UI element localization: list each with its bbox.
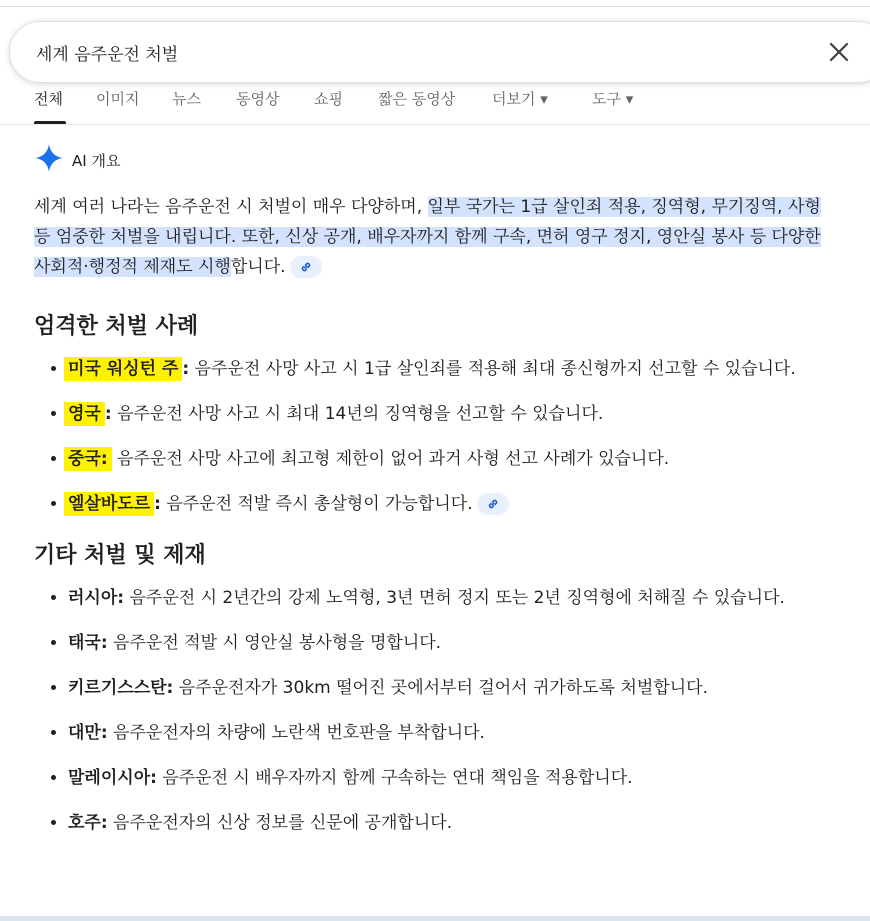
tab-short-videos[interactable]: 짧은 동영상 (378, 90, 456, 108)
sparkle-icon (34, 143, 64, 173)
tab-more[interactable]: 더보기 ▾ (492, 90, 548, 108)
section-title-other: 기타 처벌 및 제재 (34, 543, 206, 568)
list-item (68, 399, 824, 429)
source-link-button[interactable] (477, 493, 509, 515)
search-tabs (0, 82, 870, 124)
source-link-button[interactable] (290, 256, 322, 278)
item-text: 음주운전 시 2년간의 강제 노역형, 3년 면허 정지 또는 2년 징역형에 처해질 수 있습니다. (124, 588, 785, 608)
ai-overview-content (34, 192, 824, 853)
item-text: 음주운전자의 신상 정보를 신문에 공개합니다. (107, 813, 453, 833)
tab-videos[interactable]: 동영상 (236, 90, 280, 108)
intro-text-end: 합니다. (230, 257, 286, 277)
item-text: 음주운전 시 배우자까지 함께 구속하는 연대 책임을 적용합니다. (156, 768, 633, 788)
item-text: 음주운전 사망 사고 시 1급 살인죄를 적용해 최대 종신형까지 선고할 수 있습니다. (189, 359, 796, 379)
item-text: 음주운전 사망 사고 시 최대 14년의 징역형을 선고할 수 있습니다. (111, 404, 604, 424)
intro-text: 세계 여러 나라는 음주운전 시 처벌이 매우 다양하며, (34, 197, 428, 217)
country-colon: : (154, 494, 161, 514)
intro-highlight: 일부 국가는 1급 살인죄 적용, 징역형, 무기징역, 사형 등 엄중한 처벌을 내립니다. 또한, 신상 공개, 배우자까지 함께 구속, 면허 영구 정지, 영안실 봉사 등 다양한 사회적·행정적 제재도 시행 (34, 197, 821, 277)
search-bar[interactable] (9, 21, 870, 83)
top-divider (0, 6, 870, 7)
list-item (68, 444, 824, 474)
section-title-strict: 엄격한 처벌 사례 (34, 314, 199, 339)
item-text: 음주운전자가 30km 떨어진 곳에서부터 걸어서 귀가하도록 처벌합니다. (173, 678, 709, 698)
list-item (68, 673, 824, 703)
list-item (68, 354, 824, 384)
country-name: 말레이시아: (68, 768, 157, 788)
link-icon (299, 260, 313, 274)
tab-images[interactable]: 이미지 (96, 90, 140, 108)
country-name: 영국 (64, 402, 105, 426)
country-colon: : (104, 404, 112, 424)
strict-cases-list (34, 354, 824, 519)
other-sanctions-list (34, 583, 824, 838)
link-icon (486, 497, 500, 511)
country-name: 태국: (68, 633, 108, 653)
tab-shopping[interactable]: 쇼핑 (314, 90, 343, 108)
country-name: 대만: (68, 723, 108, 743)
country-name: 러시아: (68, 588, 125, 608)
tab-tools[interactable]: 도구 ▾ (592, 90, 634, 108)
list-item (68, 489, 824, 519)
list-item (68, 808, 824, 838)
ai-overview-label: AI 개요 (72, 152, 121, 170)
bottom-scroll-edge (0, 916, 870, 921)
tab-news[interactable]: 뉴스 (172, 90, 201, 108)
country-colon: : (182, 359, 190, 379)
item-text: 음주운전 적발 시 영안실 봉사형을 명합니다. (107, 633, 442, 653)
item-text: 음주운전 적발 즉시 총살형이 가능합니다. (160, 494, 473, 514)
country-name: 키르기스스탄: (68, 678, 174, 698)
country-name: 호주: (68, 813, 108, 833)
country-name: 미국 워싱턴 주 (64, 357, 182, 381)
item-text: 음주운전자의 차량에 노란색 번호판을 부착합니다. (107, 723, 485, 743)
list-item (68, 763, 824, 793)
list-item (68, 583, 824, 613)
intro-paragraph (34, 192, 824, 282)
country-name: 엘살바도르 (64, 492, 154, 516)
tabs-divider (0, 124, 870, 125)
list-item (68, 628, 824, 658)
close-icon[interactable] (828, 41, 850, 63)
country-name: 중국: (64, 447, 112, 471)
list-item (68, 718, 824, 748)
search-input[interactable]: 세계 음주운전 처벌 (36, 45, 179, 65)
item-text: 음주운전 사망 사고에 최고형 제한이 없어 과거 사형 선고 사례가 있습니다. (111, 449, 670, 469)
tab-all[interactable]: 전체 (34, 90, 63, 108)
